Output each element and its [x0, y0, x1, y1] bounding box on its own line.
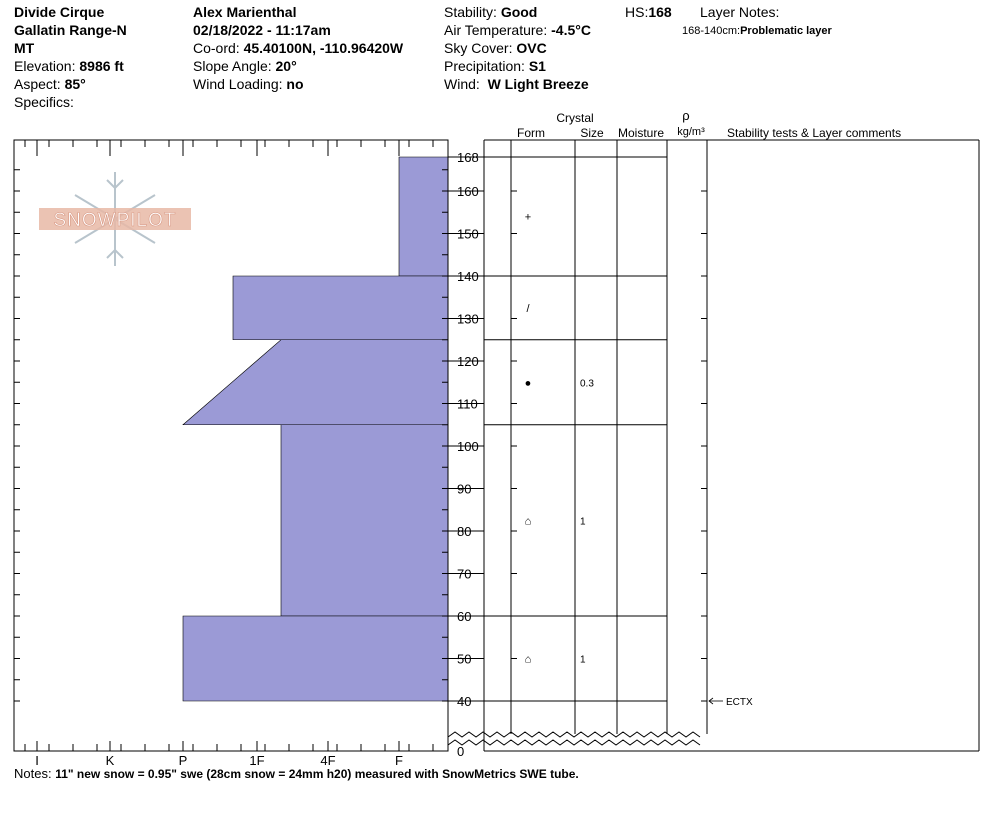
layer-note-text: Problematic layer: [740, 25, 832, 37]
size-header: Size: [580, 126, 604, 140]
crystal-form-symbol: ●: [524, 377, 532, 390]
air-temp-value: -4.5°C: [551, 22, 591, 38]
observer-name: Alex Marienthal: [193, 4, 297, 20]
crystal-size-value: 1: [580, 516, 586, 528]
snowpilot-logo: [39, 172, 191, 266]
crystal-form-symbol: /: [526, 302, 530, 315]
stability-label: Stability:: [444, 4, 497, 20]
site-state: MT: [14, 40, 35, 56]
depth-tick-label: 100: [457, 439, 479, 454]
site-range: Gallatin Range-N: [14, 22, 127, 38]
depth-tick-label: 70: [457, 566, 472, 582]
depth-tick-label: 120: [457, 354, 479, 369]
crystal-form-symbol: ⌂: [524, 515, 532, 528]
depth-tick-label: 150: [457, 226, 479, 242]
wind-loading-value: no: [286, 76, 304, 92]
hardness-bar: [281, 425, 448, 616]
depth-tick-label: 50: [457, 651, 472, 667]
notes-text: 11" new snow = 0.95" swe (28cm snow = 24mm h20) measured with SnowMetrics SWE tube.: [55, 767, 579, 781]
wind-value: W Light Breeze: [487, 76, 589, 92]
slope-label: Slope Angle:: [193, 58, 272, 74]
layer-rows: [484, 157, 753, 708]
depth-zero-label: 0: [457, 744, 465, 759]
depth-tick-label: 60: [457, 609, 472, 624]
hs-label: HS:: [625, 4, 649, 20]
aspect-label: Aspect:: [14, 76, 61, 92]
crystal-form-symbol: +: [524, 211, 532, 224]
comments-header: Stability tests & Layer comments: [727, 126, 902, 140]
layer-note-range: 168-140cm:: [682, 25, 741, 37]
observation-datetime: 02/18/2022 - 11:17am: [193, 22, 331, 38]
hardness-bar: [183, 340, 448, 425]
air-temp-label: Air Temperature:: [444, 22, 548, 38]
crystal-table: [484, 140, 979, 751]
hardness-tick-label: 4F: [320, 753, 336, 765]
crystal-size-value: 1: [580, 654, 586, 666]
depth-tick-label: 140: [457, 269, 479, 284]
depth-tick-label: 80: [457, 524, 472, 539]
depth-tick-label: 130: [457, 311, 479, 327]
notes: [14, 766, 579, 781]
layer-notes-title: Layer Notes:: [700, 4, 780, 20]
hardness-bar: [399, 157, 448, 276]
elevation-label: Elevation:: [14, 58, 76, 74]
site-name: Divide Cirque: [14, 4, 105, 20]
form-header: Form: [517, 126, 545, 140]
stability-value: Good: [500, 4, 538, 20]
density-unit-header: kg/m³: [677, 126, 705, 138]
depth-tick-label: 110: [457, 396, 478, 412]
hs-value: 168: [648, 4, 672, 20]
wind-loading-label: Wind Loading:: [193, 76, 283, 92]
depth-tick-label: 168: [457, 150, 479, 165]
elevation-value: 8986 ft: [79, 58, 124, 74]
sky-value: OVC: [516, 40, 547, 56]
hardness-bar: [183, 616, 448, 701]
coord-value: 45.40100N, -110.96420W: [243, 40, 404, 56]
crystal-form-symbol: ⌂: [524, 653, 532, 666]
depth-tick-label: 90: [457, 481, 472, 497]
hardness-tick-label: I: [35, 753, 39, 765]
coord-label: Co-ord:: [193, 40, 240, 56]
hardness-profile: [183, 157, 448, 701]
crystal-header: Crystal: [556, 111, 594, 125]
precip-label: Precipitation:: [444, 58, 525, 74]
logo-text: SNOWPILOT: [53, 210, 177, 231]
depth-tick-label: 160: [457, 184, 479, 199]
sky-label: Sky Cover:: [444, 40, 513, 56]
stability-test-label: ECTX: [726, 697, 753, 708]
crystal-size-value: 0.3: [580, 378, 594, 390]
specifics-label: Specifics:: [14, 94, 74, 110]
hardness-tick-label: P: [178, 753, 188, 765]
hardness-tick-label: F: [395, 753, 403, 765]
rho-header: ρ: [682, 108, 690, 123]
slope-value: 20°: [275, 58, 297, 74]
aspect-value: 85°: [64, 76, 86, 92]
axis-break: [448, 732, 700, 745]
hardness-tick-label: 1F: [249, 753, 265, 765]
hardness-bar: [233, 276, 448, 340]
precip-value: S1: [528, 58, 546, 74]
notes-label: Notes:: [14, 766, 52, 781]
wind-label: Wind:: [444, 76, 480, 92]
depth-tick-label: 40: [457, 694, 472, 709]
moisture-header: Moisture: [617, 126, 665, 140]
hardness-tick-label: K: [105, 753, 115, 765]
